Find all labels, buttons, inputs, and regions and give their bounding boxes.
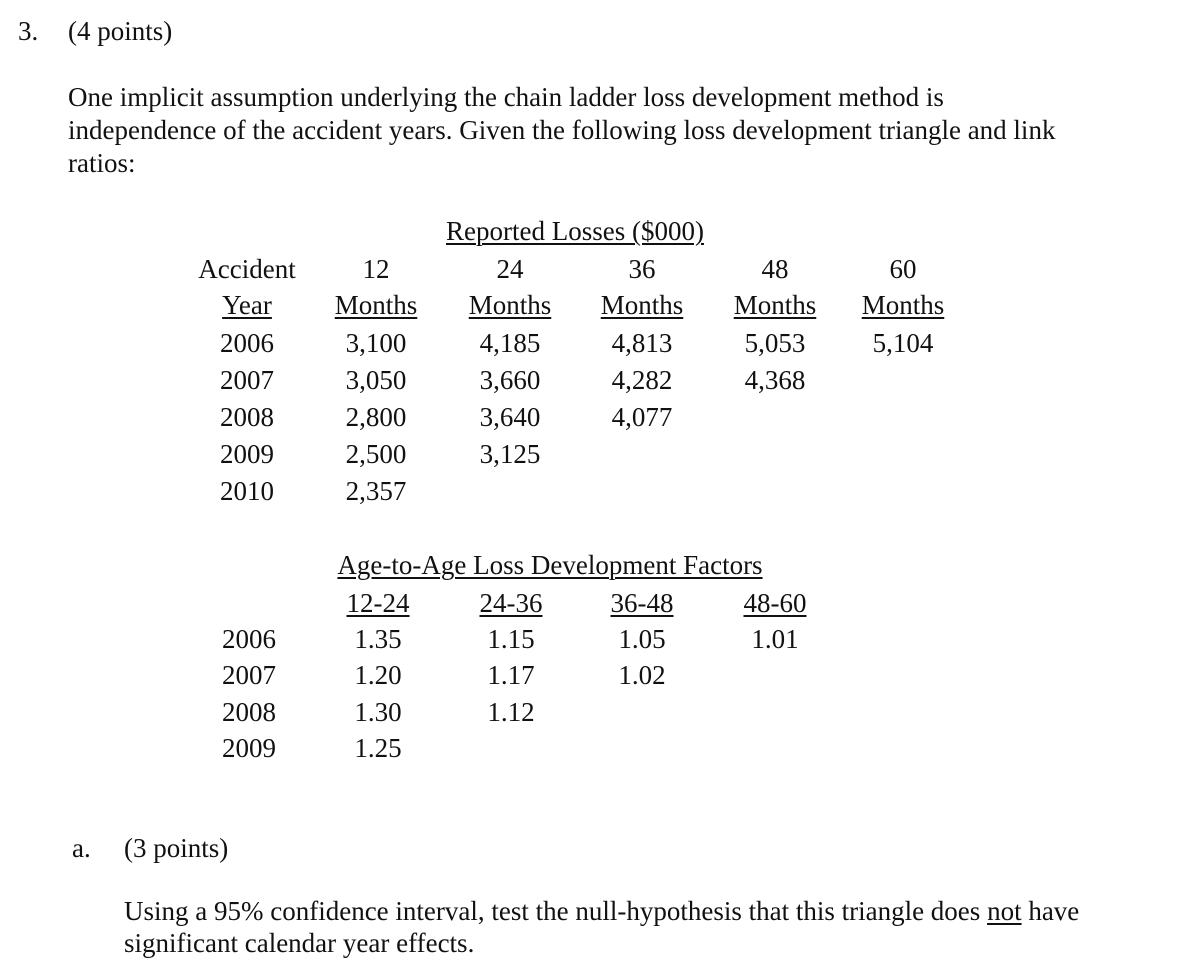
- part-a-label: a.: [72, 833, 91, 863]
- losses-cell: 4,813: [611, 328, 673, 358]
- header-months-60: Months: [861, 290, 945, 320]
- factor-header-36-48: 36-48: [610, 588, 674, 618]
- losses-cell: 4,368: [744, 365, 806, 395]
- losses-row-year: 2006: [220, 328, 274, 358]
- factor-cell: 1.35: [354, 624, 402, 654]
- header-months-48: Months: [733, 290, 817, 320]
- losses-cell: 3,050: [345, 365, 407, 395]
- intro-line-3: ratios:: [68, 148, 136, 178]
- header-months-24: Months: [468, 290, 552, 320]
- losses-cell: 5,104: [872, 328, 934, 358]
- factor-cell: 1.20: [354, 660, 402, 690]
- factor-cell: 1.15: [487, 624, 535, 654]
- losses-cell: 5,053: [744, 328, 806, 358]
- part-a-question-line-2: significant calendar year effects.: [124, 928, 475, 958]
- factor-header-24-36: 24-36: [479, 588, 543, 618]
- header-24: 24: [496, 254, 524, 284]
- intro-line-2: independence of the accident years. Given the following loss development triangle and link: [68, 115, 1056, 145]
- header-36: 36: [628, 254, 656, 284]
- header-months-12: Months: [334, 290, 418, 320]
- losses-cell: 3,100: [345, 328, 407, 358]
- factor-cell: 1.02: [618, 660, 666, 690]
- losses-table-title: Reported Losses ($000): [446, 216, 704, 246]
- factor-cell: 1.30: [354, 697, 402, 727]
- header-60: 60: [889, 254, 917, 284]
- header-accident: Accident: [198, 254, 296, 284]
- losses-row-year: 2007: [220, 365, 274, 395]
- header-12: 12: [362, 254, 390, 284]
- losses-cell: 3,640: [479, 402, 541, 432]
- question-number: 3.: [18, 16, 39, 46]
- part-a-emphasis: not: [987, 896, 1022, 926]
- factor-header-48-60: 48-60: [743, 588, 807, 618]
- losses-cell: 4,077: [611, 402, 673, 432]
- header-year: Year: [222, 290, 272, 320]
- losses-cell: 2,800: [345, 402, 407, 432]
- factors-row-year: 2006: [222, 624, 276, 654]
- factors-row-year: 2007: [222, 660, 276, 690]
- losses-cell: 2,500: [345, 439, 407, 469]
- part-a-text-before: Using a 95% confidence interval, test the null-hypothesis that this triangle does: [124, 896, 988, 926]
- header-months-36: Months: [600, 290, 684, 320]
- factor-header-12-24: 12-24: [346, 588, 410, 618]
- part-a-points: (3 points): [124, 833, 229, 863]
- losses-cell: 2,357: [345, 476, 407, 506]
- factors-table-title: Age-to-Age Loss Development Factors: [337, 550, 763, 580]
- factor-cell: 1.01: [751, 624, 799, 654]
- part-a-text-after: have: [1021, 896, 1080, 926]
- losses-cell: 4,185: [479, 328, 541, 358]
- header-48: 48: [761, 254, 789, 284]
- intro-line-1: One implicit assumption underlying the chain ladder loss development method is: [68, 82, 944, 112]
- factors-row-year: 2009: [222, 733, 276, 763]
- losses-cell: 3,125: [479, 439, 541, 469]
- factors-row-year: 2008: [222, 697, 276, 727]
- losses-row-year: 2010: [220, 476, 274, 506]
- question-points: (4 points): [68, 16, 173, 46]
- factor-cell: 1.25: [354, 733, 402, 763]
- losses-row-year: 2009: [220, 439, 274, 469]
- losses-row-year: 2008: [220, 402, 274, 432]
- factor-cell: 1.17: [487, 660, 535, 690]
- losses-cell: 4,282: [611, 365, 673, 395]
- losses-cell: 3,660: [479, 365, 541, 395]
- factor-cell: 1.05: [618, 624, 666, 654]
- part-a-question-line-1: [124, 898, 1079, 925]
- factor-cell: 1.12: [487, 697, 535, 727]
